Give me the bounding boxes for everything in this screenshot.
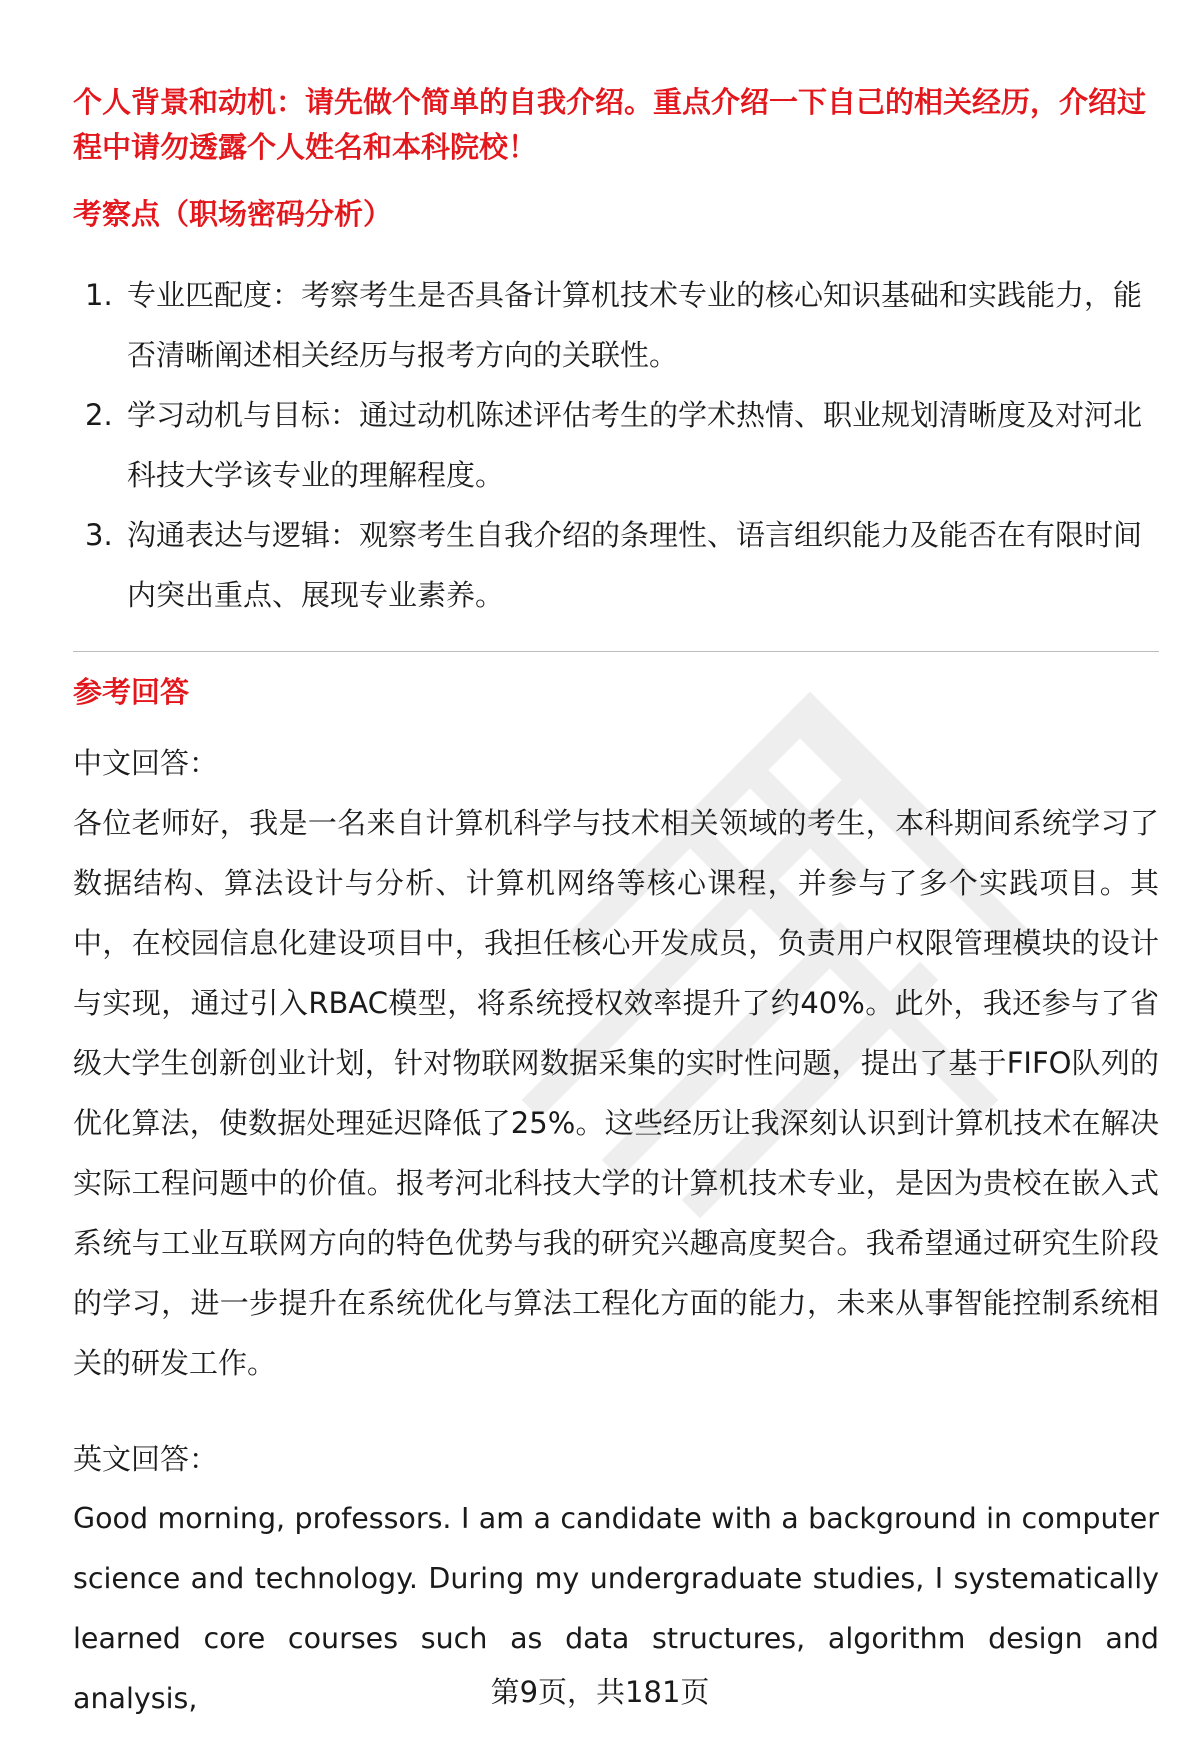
english-answer-text: Good morning, professors. I am a candidate with a background in computer science and technology. During my undergraduate studies, I systematically learned core courses such as data structures, algorithm design and analysis, [73,1502,1159,1715]
main-content [73,80,1159,1729]
page-footer: 第9页，共181页 [490,1675,710,1709]
list-text: 沟通表达与逻辑：观察考生自我介绍的条理性、语言组织能力及能否在有限时间内突出重点、展现专业素养。 [127,518,1143,612]
list-number: 3. [85,518,113,552]
english-answer-label: 英文回答： [73,1442,219,1476]
list-number: 1. [85,278,113,312]
focus-points-list [73,265,1159,625]
section-divider [73,651,1159,652]
answer-title: 参考回答 [73,675,190,709]
list-text: 学习动机与目标：通过动机陈述评估考生的学术热情、职业规划清晰度及对河北科技大学该专业的理解程度。 [127,398,1143,492]
list-number: 2. [85,398,113,432]
focus-title: 考察点（职场密码分析） [73,197,393,231]
question-prompt: 个人背景和动机：请先做个简单的自我介绍。重点介绍一下自己的相关经历，介绍过程中请勿透露个人姓名和本科院校！ [73,85,1147,164]
chinese-answer-text: 各位老师好，我是一名来自计算机科学与技术相关领域的考生，本科期间系统学习了数据结构、算法设计与分析、计算机网络等核心课程，并参与了多个实践项目。其中，在校园信息化建设项目中，我担任核心开发成员，负责用户权限管理模块的设计与实现，通过引入RBAC模型，将系统授权效率提升了约40%。此外，我还参与了省级大学生创新创业计划，针对物联网数据采集的实时性问题，提出了基于FIFO队列的优化算法，使数据处理延迟降低了25%。这些经历让我深刻认识到计算机技术在解决实际工程问题中的价值。报考河北科技大学的计算机技术专业，是因为贵校在嵌入式系统与工业互联网方向的特色优势与我的研究兴趣高度契合。我希望通过研究生阶段的学习，进一步提升在系统优化与算法工程化方面的能力，未来从事智能控制系统相关的研发工作。 [73,806,1159,1380]
chinese-answer-label: 中文回答： [73,746,219,780]
list-item [73,505,1159,625]
list-text: 专业匹配度：考察考生是否具备计算机技术专业的核心知识基础和实践能力，能否清晰阐述相关经历与报考方向的关联性。 [127,278,1143,372]
list-item [73,265,1159,385]
list-item [73,385,1159,505]
